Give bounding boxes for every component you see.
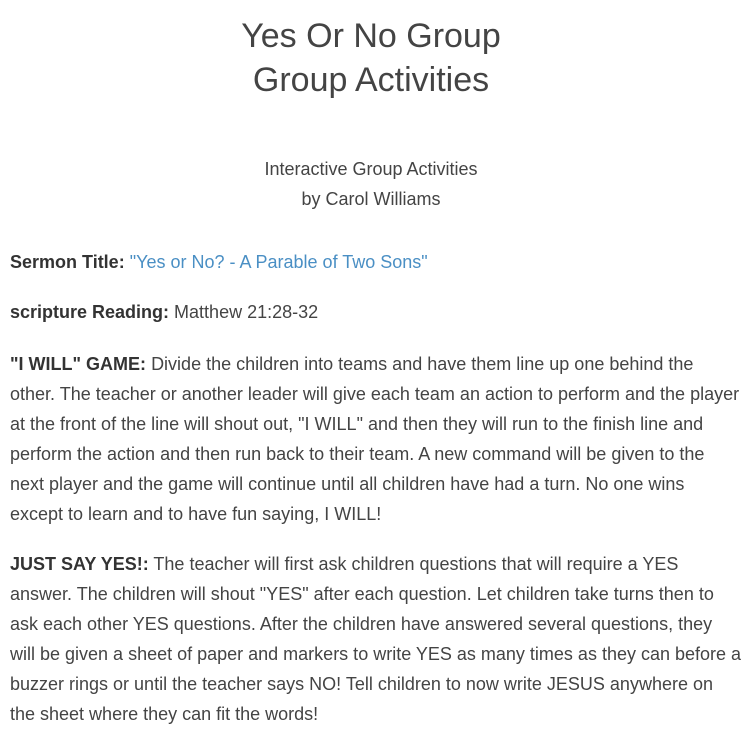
subtitle	[0, 154, 742, 214]
scripture-reading-row	[10, 297, 742, 327]
activity-i-will-game	[10, 349, 742, 529]
activity-text: The teacher will first ask children questions that will require a YES answer. The children will shout "YES" after each question. Let children take turns then to ask each other YES questions. After the children have answered several questions, they will be given a sheet of paper and markers to write YES as many times as they can before a buzzer rings or until the teacher says NO! Tell children to now write JESUS anywhere on the sheet where they can fit the words!	[10, 554, 742, 724]
scripture-reading-label: scripture Reading:	[10, 302, 170, 322]
activity-label: "I WILL" GAME:	[10, 354, 147, 374]
title-line-1: Yes Or No Group	[241, 17, 501, 55]
sermon-title-label: Sermon Title:	[10, 252, 125, 272]
page-title	[0, 14, 742, 102]
sermon-title-row	[10, 247, 742, 277]
author-byline: by Carol Williams	[301, 189, 441, 209]
subtitle-line-1: Interactive Group Activities	[264, 159, 478, 179]
scripture-reading-value: Matthew 21:28-32	[174, 302, 319, 322]
sermon-title-link[interactable]: "Yes or No? - A Parable of Two Sons"	[129, 252, 428, 272]
activity-just-say-yes	[10, 549, 742, 729]
activity-label: JUST SAY YES!:	[10, 554, 149, 574]
activity-text: Divide the children into teams and have them line up one behind the other. The teacher or another leader will give each team an action to perform and the player at the front of the line will shout out, "I WILL" and then they will run to the finish line and perform the action and then run back to their team. A new command will be given to the next player and the game will continue until all children have had a turn. No one wins except to learn and to have fun saying, I WILL!	[10, 354, 740, 524]
title-line-2: Group Activities	[252, 61, 490, 99]
